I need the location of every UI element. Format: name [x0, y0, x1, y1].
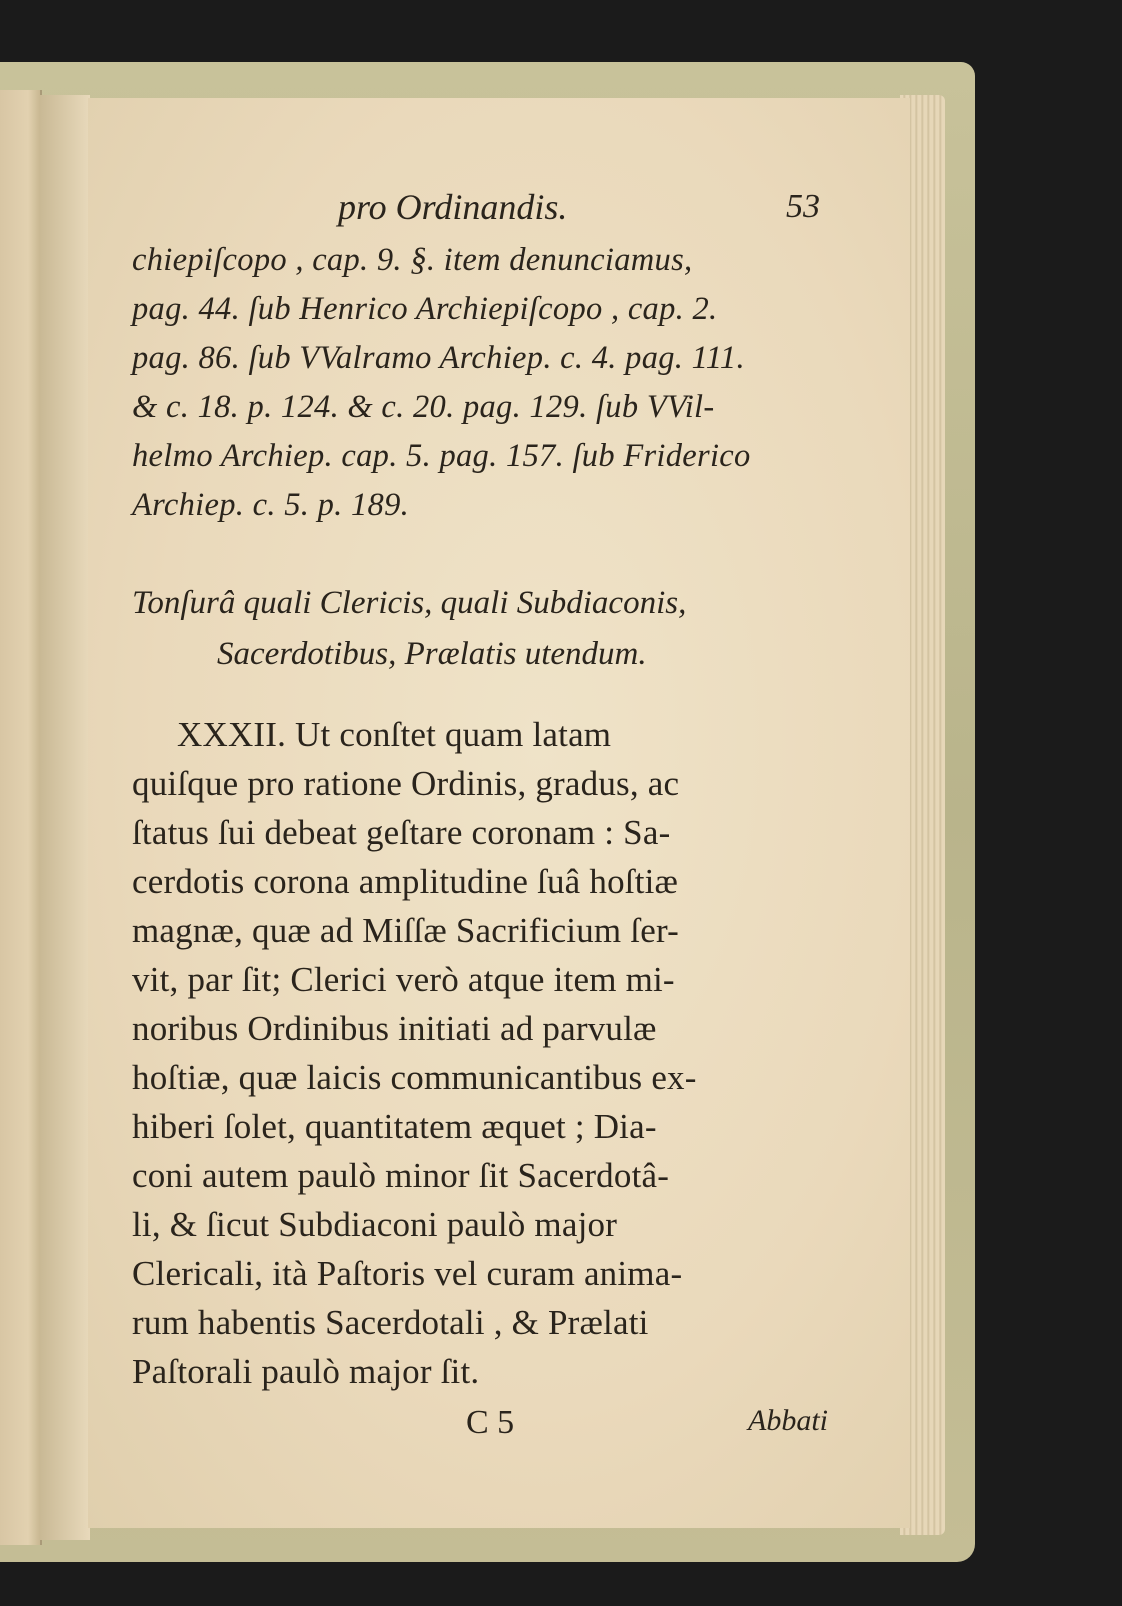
text-line: chiepiſcopo , cap. 9. §. item denunciamus,: [132, 242, 693, 278]
text-line: magnæ, quæ ad Miſſæ Sacrificium ſer-: [132, 911, 679, 950]
facing-page-edge: [0, 90, 42, 1545]
text-line: li, & ſicut Subdiaconi paulò major: [132, 1205, 618, 1244]
text-line: hoſtiæ, quæ laicis communicantibus ex-: [132, 1058, 697, 1097]
signature-mark: C 5: [466, 1404, 515, 1441]
catchword: Abbati: [748, 1404, 828, 1437]
text-line: ſtatus ſui debeat geſtare coronam : Sa-: [132, 813, 671, 852]
section-heading: [132, 578, 902, 680]
text-line: XXXII. Ut conſtet quam latam: [177, 715, 612, 754]
heading-line: Tonſurâ quali Clericis, quali Subdiaconis,: [132, 585, 687, 621]
text-line: coni autem paulò minor ſit Sacerdotâ-: [132, 1156, 670, 1195]
text-line: vit, par ſit; Clerici verò atque item mi-: [132, 960, 675, 999]
heading-line: Sacerdotibus, Prælatis utendum.: [217, 636, 647, 672]
gutter: [40, 95, 90, 1540]
text-line: helmo Archiep. cap. 5. pag. 157. ſub Friderico: [132, 438, 751, 474]
running-title: pro Ordinandis.: [338, 187, 568, 227]
book-page: [88, 98, 910, 1528]
text-line: noribus Ordinibus initiati ad parvulæ: [132, 1009, 657, 1048]
running-head: [88, 186, 910, 226]
text-line: & c. 18. p. 124. & c. 20. pag. 129. ſub VVil-: [132, 389, 715, 425]
page-number: 53: [786, 188, 820, 225]
text-line: Archiep. c. 5. p. 189.: [132, 487, 410, 523]
text-line: Paſtorali paulò major ſit.: [132, 1352, 480, 1391]
text-line: pag. 86. ſub VValramo Archiep. c. 4. pag. 111.: [132, 340, 745, 376]
text-line: hiberi ſolet, quantitatem æquet ; Dia-: [132, 1107, 657, 1146]
text-line: Clericali, ità Paſtoris vel curam anima-: [132, 1254, 683, 1293]
text-line: pag. 44. ſub Henrico Archiepiſcopo , cap. 2.: [132, 291, 718, 327]
text-line: cerdotis corona amplitudine ſuâ hoſtiæ: [132, 862, 679, 901]
body-paragraph: [132, 710, 892, 1396]
text-line: quiſque pro ratione Ordinis, gradus, ac: [132, 764, 680, 803]
citation-paragraph: [132, 236, 902, 530]
footer-line: [88, 1404, 910, 1444]
text-line: rum habentis Sacerdotali , & Prælati: [132, 1303, 649, 1342]
